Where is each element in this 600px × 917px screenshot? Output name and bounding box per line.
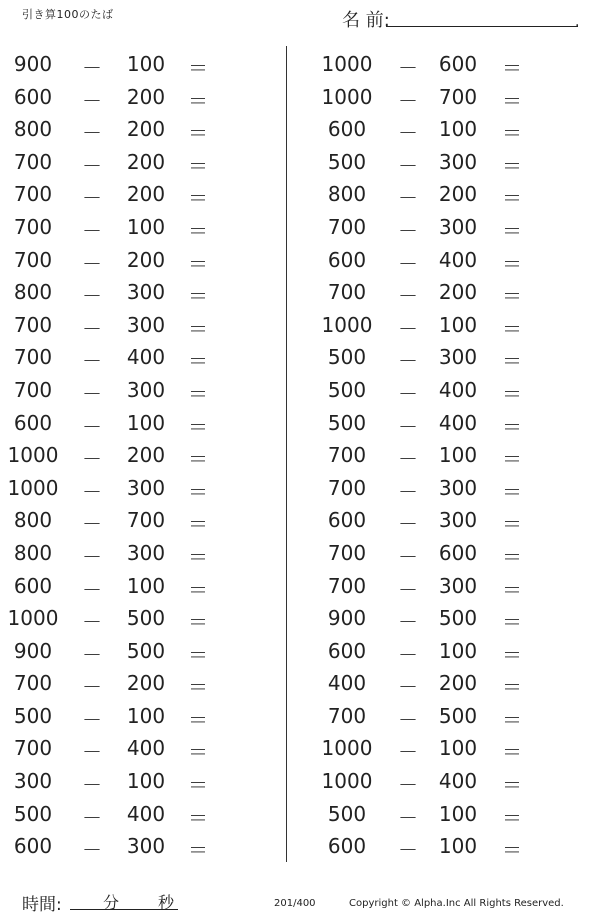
problem-row <box>0 178 280 211</box>
minuend: 600 <box>13 84 53 109</box>
subtrahend: 400 <box>438 247 478 272</box>
equals-sign: ＝ <box>502 740 522 765</box>
equals-sign: ＝ <box>188 153 208 178</box>
subtrahend: 100 <box>438 117 478 142</box>
problem-row <box>306 504 586 537</box>
minus-sign: － <box>398 284 418 309</box>
minuend: 700 <box>327 214 367 239</box>
minuend: 500 <box>327 410 367 435</box>
subtrahend: 300 <box>438 214 478 239</box>
equals-sign: ＝ <box>502 479 522 504</box>
equals-sign: ＝ <box>502 153 522 178</box>
minuend: 700 <box>327 280 367 305</box>
problem-row <box>306 211 586 244</box>
subtrahend: 500 <box>438 606 478 631</box>
equals-sign: ＝ <box>188 838 208 863</box>
name-input-line[interactable] <box>386 26 578 27</box>
equals-sign: ＝ <box>502 577 522 602</box>
subtrahend: 100 <box>438 736 478 761</box>
equals-sign: ＝ <box>502 773 522 798</box>
minuend: 700 <box>13 345 53 370</box>
subtrahend: 400 <box>126 736 166 761</box>
problem-row <box>306 830 586 863</box>
problem-row <box>306 341 586 374</box>
minus-sign: － <box>82 610 102 635</box>
equals-sign: ＝ <box>502 251 522 276</box>
minuend: 500 <box>13 703 53 728</box>
subtrahend: 300 <box>438 508 478 533</box>
problem-row <box>0 374 280 407</box>
equals-sign: ＝ <box>502 544 522 569</box>
minus-sign: － <box>82 675 102 700</box>
problem-row <box>306 602 586 635</box>
equals-sign: ＝ <box>502 381 522 406</box>
time-label: 時間: <box>22 895 62 915</box>
minus-sign: － <box>398 577 418 602</box>
copyright-notice: Copyright © Alpha.Inc All Rights Reserved. <box>349 898 564 909</box>
equals-sign: ＝ <box>188 316 208 341</box>
minuend: 800 <box>13 540 53 565</box>
subtrahend: 100 <box>438 801 478 826</box>
equals-sign: ＝ <box>188 707 208 732</box>
problem-row <box>306 700 586 733</box>
subtrahend: 100 <box>126 703 166 728</box>
equals-sign: ＝ <box>188 186 208 211</box>
minuend: 700 <box>13 247 53 272</box>
subtrahend: 200 <box>126 671 166 696</box>
minuend: 700 <box>327 540 367 565</box>
subtrahend: 200 <box>126 149 166 174</box>
minuend: 700 <box>13 149 53 174</box>
subtrahend: 500 <box>438 703 478 728</box>
minus-sign: － <box>82 414 102 439</box>
equals-sign: ＝ <box>502 642 522 667</box>
minuend: 700 <box>13 377 53 402</box>
name-label: 名 前: <box>342 10 390 31</box>
minus-sign: － <box>82 218 102 243</box>
problem-row <box>0 309 280 342</box>
problem-row <box>306 667 586 700</box>
equals-sign: ＝ <box>188 218 208 243</box>
minuend: 700 <box>13 736 53 761</box>
minuend: 500 <box>327 149 367 174</box>
minus-sign: － <box>82 773 102 798</box>
equals-sign: ＝ <box>188 675 208 700</box>
problem-row <box>306 48 586 81</box>
minuend: 400 <box>327 671 367 696</box>
minus-sign: － <box>398 544 418 569</box>
minus-sign: － <box>398 838 418 863</box>
minuend: 700 <box>13 312 53 337</box>
equals-sign: ＝ <box>188 284 208 309</box>
minuend: 600 <box>327 508 367 533</box>
problem-row <box>0 276 280 309</box>
minuend: 900 <box>327 606 367 631</box>
equals-sign: ＝ <box>188 349 208 374</box>
minus-sign: － <box>82 838 102 863</box>
problem-row <box>306 113 586 146</box>
minus-sign: － <box>398 218 418 243</box>
equals-sign: ＝ <box>188 805 208 830</box>
column-divider <box>286 46 287 862</box>
minus-sign: － <box>398 642 418 667</box>
problem-row <box>306 276 586 309</box>
minus-sign: － <box>82 121 102 146</box>
subtrahend: 300 <box>126 312 166 337</box>
problem-row <box>306 81 586 114</box>
subtrahend: 400 <box>126 801 166 826</box>
minus-sign: － <box>398 88 418 113</box>
subtrahend: 300 <box>438 475 478 500</box>
problem-row <box>0 211 280 244</box>
subtrahend: 100 <box>438 443 478 468</box>
subtrahend: 100 <box>126 52 166 76</box>
minus-sign: － <box>82 316 102 341</box>
equals-sign: ＝ <box>502 56 522 80</box>
minus-sign: － <box>398 479 418 504</box>
subtrahend: 100 <box>126 573 166 598</box>
minuend: 700 <box>327 475 367 500</box>
problem-row <box>0 244 280 277</box>
minuend: 1000 <box>7 475 59 500</box>
subtrahend: 700 <box>438 84 478 109</box>
subtrahend: 400 <box>126 345 166 370</box>
subtrahend: 300 <box>126 475 166 500</box>
minus-sign: － <box>82 153 102 178</box>
minus-sign: － <box>398 153 418 178</box>
equals-sign: ＝ <box>502 121 522 146</box>
minuend: 700 <box>13 182 53 207</box>
minuend: 600 <box>13 410 53 435</box>
equals-sign: ＝ <box>502 414 522 439</box>
minus-sign: － <box>398 512 418 537</box>
minuend: 300 <box>13 769 53 794</box>
subtrahend: 100 <box>438 638 478 663</box>
equals-sign: ＝ <box>502 349 522 374</box>
problem-row <box>306 472 586 505</box>
problem-row <box>0 439 280 472</box>
equals-sign: ＝ <box>502 838 522 863</box>
problem-column-right <box>306 48 586 863</box>
minuend: 700 <box>327 703 367 728</box>
problem-row <box>0 798 280 831</box>
minus-sign: － <box>398 805 418 830</box>
equals-sign: ＝ <box>188 414 208 439</box>
minus-sign: － <box>398 349 418 374</box>
minuend: 1000 <box>321 52 373 76</box>
subtrahend: 200 <box>126 182 166 207</box>
minus-sign: － <box>398 251 418 276</box>
problem-row <box>306 570 586 603</box>
minuend: 800 <box>13 280 53 305</box>
minuend: 800 <box>13 508 53 533</box>
minus-sign: － <box>398 707 418 732</box>
problem-row <box>306 798 586 831</box>
equals-sign: ＝ <box>188 642 208 667</box>
subtrahend: 700 <box>126 508 166 533</box>
equals-sign: ＝ <box>502 186 522 211</box>
problem-row <box>0 146 280 179</box>
equals-sign: ＝ <box>502 88 522 113</box>
minuend: 800 <box>327 182 367 207</box>
minuend: 600 <box>13 573 53 598</box>
problem-row <box>0 667 280 700</box>
problem-row <box>0 341 280 374</box>
minuend: 500 <box>13 801 53 826</box>
equals-sign: ＝ <box>502 512 522 537</box>
subtrahend: 300 <box>126 377 166 402</box>
problem-row <box>0 570 280 603</box>
subtrahend: 300 <box>126 834 166 859</box>
problem-row <box>0 472 280 505</box>
subtrahend: 100 <box>126 214 166 239</box>
problem-row <box>306 146 586 179</box>
minus-sign: － <box>82 381 102 406</box>
problem-row <box>306 407 586 440</box>
subtrahend: 100 <box>438 312 478 337</box>
equals-sign: ＝ <box>188 251 208 276</box>
problem-row <box>0 700 280 733</box>
minus-sign: － <box>82 707 102 732</box>
minuend: 500 <box>327 801 367 826</box>
subtrahend: 200 <box>438 280 478 305</box>
minus-sign: － <box>82 88 102 113</box>
equals-sign: ＝ <box>502 675 522 700</box>
subtrahend: 500 <box>126 638 166 663</box>
minuend: 800 <box>13 117 53 142</box>
minuend: 1000 <box>321 736 373 761</box>
problem-row <box>306 309 586 342</box>
equals-sign: ＝ <box>502 805 522 830</box>
minus-sign: － <box>398 773 418 798</box>
subtrahend: 300 <box>126 280 166 305</box>
minus-sign: － <box>398 414 418 439</box>
problem-row <box>306 439 586 472</box>
minuend: 600 <box>327 834 367 859</box>
problem-row <box>0 830 280 863</box>
minus-sign: － <box>398 610 418 635</box>
subtrahend: 600 <box>438 540 478 565</box>
subtrahend: 200 <box>438 182 478 207</box>
problem-row <box>0 504 280 537</box>
minuend: 1000 <box>7 443 59 468</box>
minuend: 600 <box>13 834 53 859</box>
subtrahend: 300 <box>126 540 166 565</box>
equals-sign: ＝ <box>502 610 522 635</box>
equals-sign: ＝ <box>502 284 522 309</box>
worksheet-title: 引き算100のたば <box>22 8 114 21</box>
subtrahend: 200 <box>126 117 166 142</box>
minuend: 500 <box>327 377 367 402</box>
minus-sign: － <box>398 447 418 472</box>
subtrahend: 200 <box>126 84 166 109</box>
minuend: 900 <box>13 638 53 663</box>
minuend: 900 <box>13 52 53 76</box>
minus-sign: － <box>82 577 102 602</box>
minuend: 600 <box>327 117 367 142</box>
name-line-dot: . <box>575 14 580 30</box>
minus-sign: － <box>82 642 102 667</box>
problem-row <box>0 48 280 81</box>
equals-sign: ＝ <box>188 121 208 146</box>
minuend: 1000 <box>321 84 373 109</box>
minutes-label: 分 <box>103 893 120 912</box>
equals-sign: ＝ <box>188 577 208 602</box>
problem-row <box>306 178 586 211</box>
equals-sign: ＝ <box>188 88 208 113</box>
equals-sign: ＝ <box>188 544 208 569</box>
problem-row <box>0 537 280 570</box>
subtrahend: 400 <box>438 410 478 435</box>
equals-sign: ＝ <box>188 740 208 765</box>
subtrahend: 200 <box>438 671 478 696</box>
problem-row <box>306 244 586 277</box>
minuend: 1000 <box>321 312 373 337</box>
problem-row <box>0 602 280 635</box>
equals-sign: ＝ <box>188 381 208 406</box>
problem-row <box>306 374 586 407</box>
minus-sign: － <box>398 121 418 146</box>
minus-sign: － <box>82 447 102 472</box>
page-number: 201/400 <box>274 898 316 909</box>
minus-sign: － <box>82 805 102 830</box>
equals-sign: ＝ <box>188 447 208 472</box>
minuend: 1000 <box>321 769 373 794</box>
minuend: 1000 <box>7 606 59 631</box>
equals-sign: ＝ <box>188 479 208 504</box>
minus-sign: － <box>82 186 102 211</box>
subtrahend: 400 <box>438 377 478 402</box>
minus-sign: － <box>398 381 418 406</box>
subtrahend: 100 <box>126 769 166 794</box>
equals-sign: ＝ <box>188 56 208 80</box>
equals-sign: ＝ <box>502 447 522 472</box>
minuend: 600 <box>327 638 367 663</box>
minuend: 700 <box>327 443 367 468</box>
problem-row <box>0 765 280 798</box>
subtrahend: 200 <box>126 247 166 272</box>
minuend: 600 <box>327 247 367 272</box>
minus-sign: － <box>82 479 102 504</box>
minus-sign: － <box>82 740 102 765</box>
minuend: 700 <box>13 214 53 239</box>
minuend: 700 <box>13 671 53 696</box>
minus-sign: － <box>398 56 418 80</box>
equals-sign: ＝ <box>188 610 208 635</box>
minus-sign: － <box>82 251 102 276</box>
minus-sign: － <box>82 544 102 569</box>
minus-sign: － <box>82 56 102 80</box>
minus-sign: － <box>398 675 418 700</box>
problem-column-left <box>0 48 280 863</box>
subtrahend: 600 <box>438 52 478 76</box>
minuend: 700 <box>327 573 367 598</box>
problem-row <box>0 113 280 146</box>
minus-sign: － <box>398 186 418 211</box>
problem-row <box>0 635 280 668</box>
subtrahend: 300 <box>438 573 478 598</box>
subtrahend: 100 <box>438 834 478 859</box>
subtrahend: 300 <box>438 345 478 370</box>
seconds-label: 秒 <box>158 893 175 912</box>
equals-sign: ＝ <box>502 707 522 732</box>
minus-sign: － <box>82 284 102 309</box>
subtrahend: 400 <box>438 769 478 794</box>
subtrahend: 500 <box>126 606 166 631</box>
subtrahend: 100 <box>126 410 166 435</box>
problem-row <box>0 407 280 440</box>
problem-row <box>306 765 586 798</box>
subtrahend: 200 <box>126 443 166 468</box>
problem-row <box>0 732 280 765</box>
subtrahend: 300 <box>438 149 478 174</box>
minus-sign: － <box>398 316 418 341</box>
equals-sign: ＝ <box>188 512 208 537</box>
minus-sign: － <box>398 740 418 765</box>
equals-sign: ＝ <box>502 218 522 243</box>
minus-sign: － <box>82 349 102 374</box>
equals-sign: ＝ <box>502 316 522 341</box>
equals-sign: ＝ <box>188 773 208 798</box>
problem-row <box>306 635 586 668</box>
problem-row <box>306 732 586 765</box>
minus-sign: － <box>82 512 102 537</box>
problem-row <box>0 81 280 114</box>
problem-row <box>306 537 586 570</box>
minuend: 500 <box>327 345 367 370</box>
